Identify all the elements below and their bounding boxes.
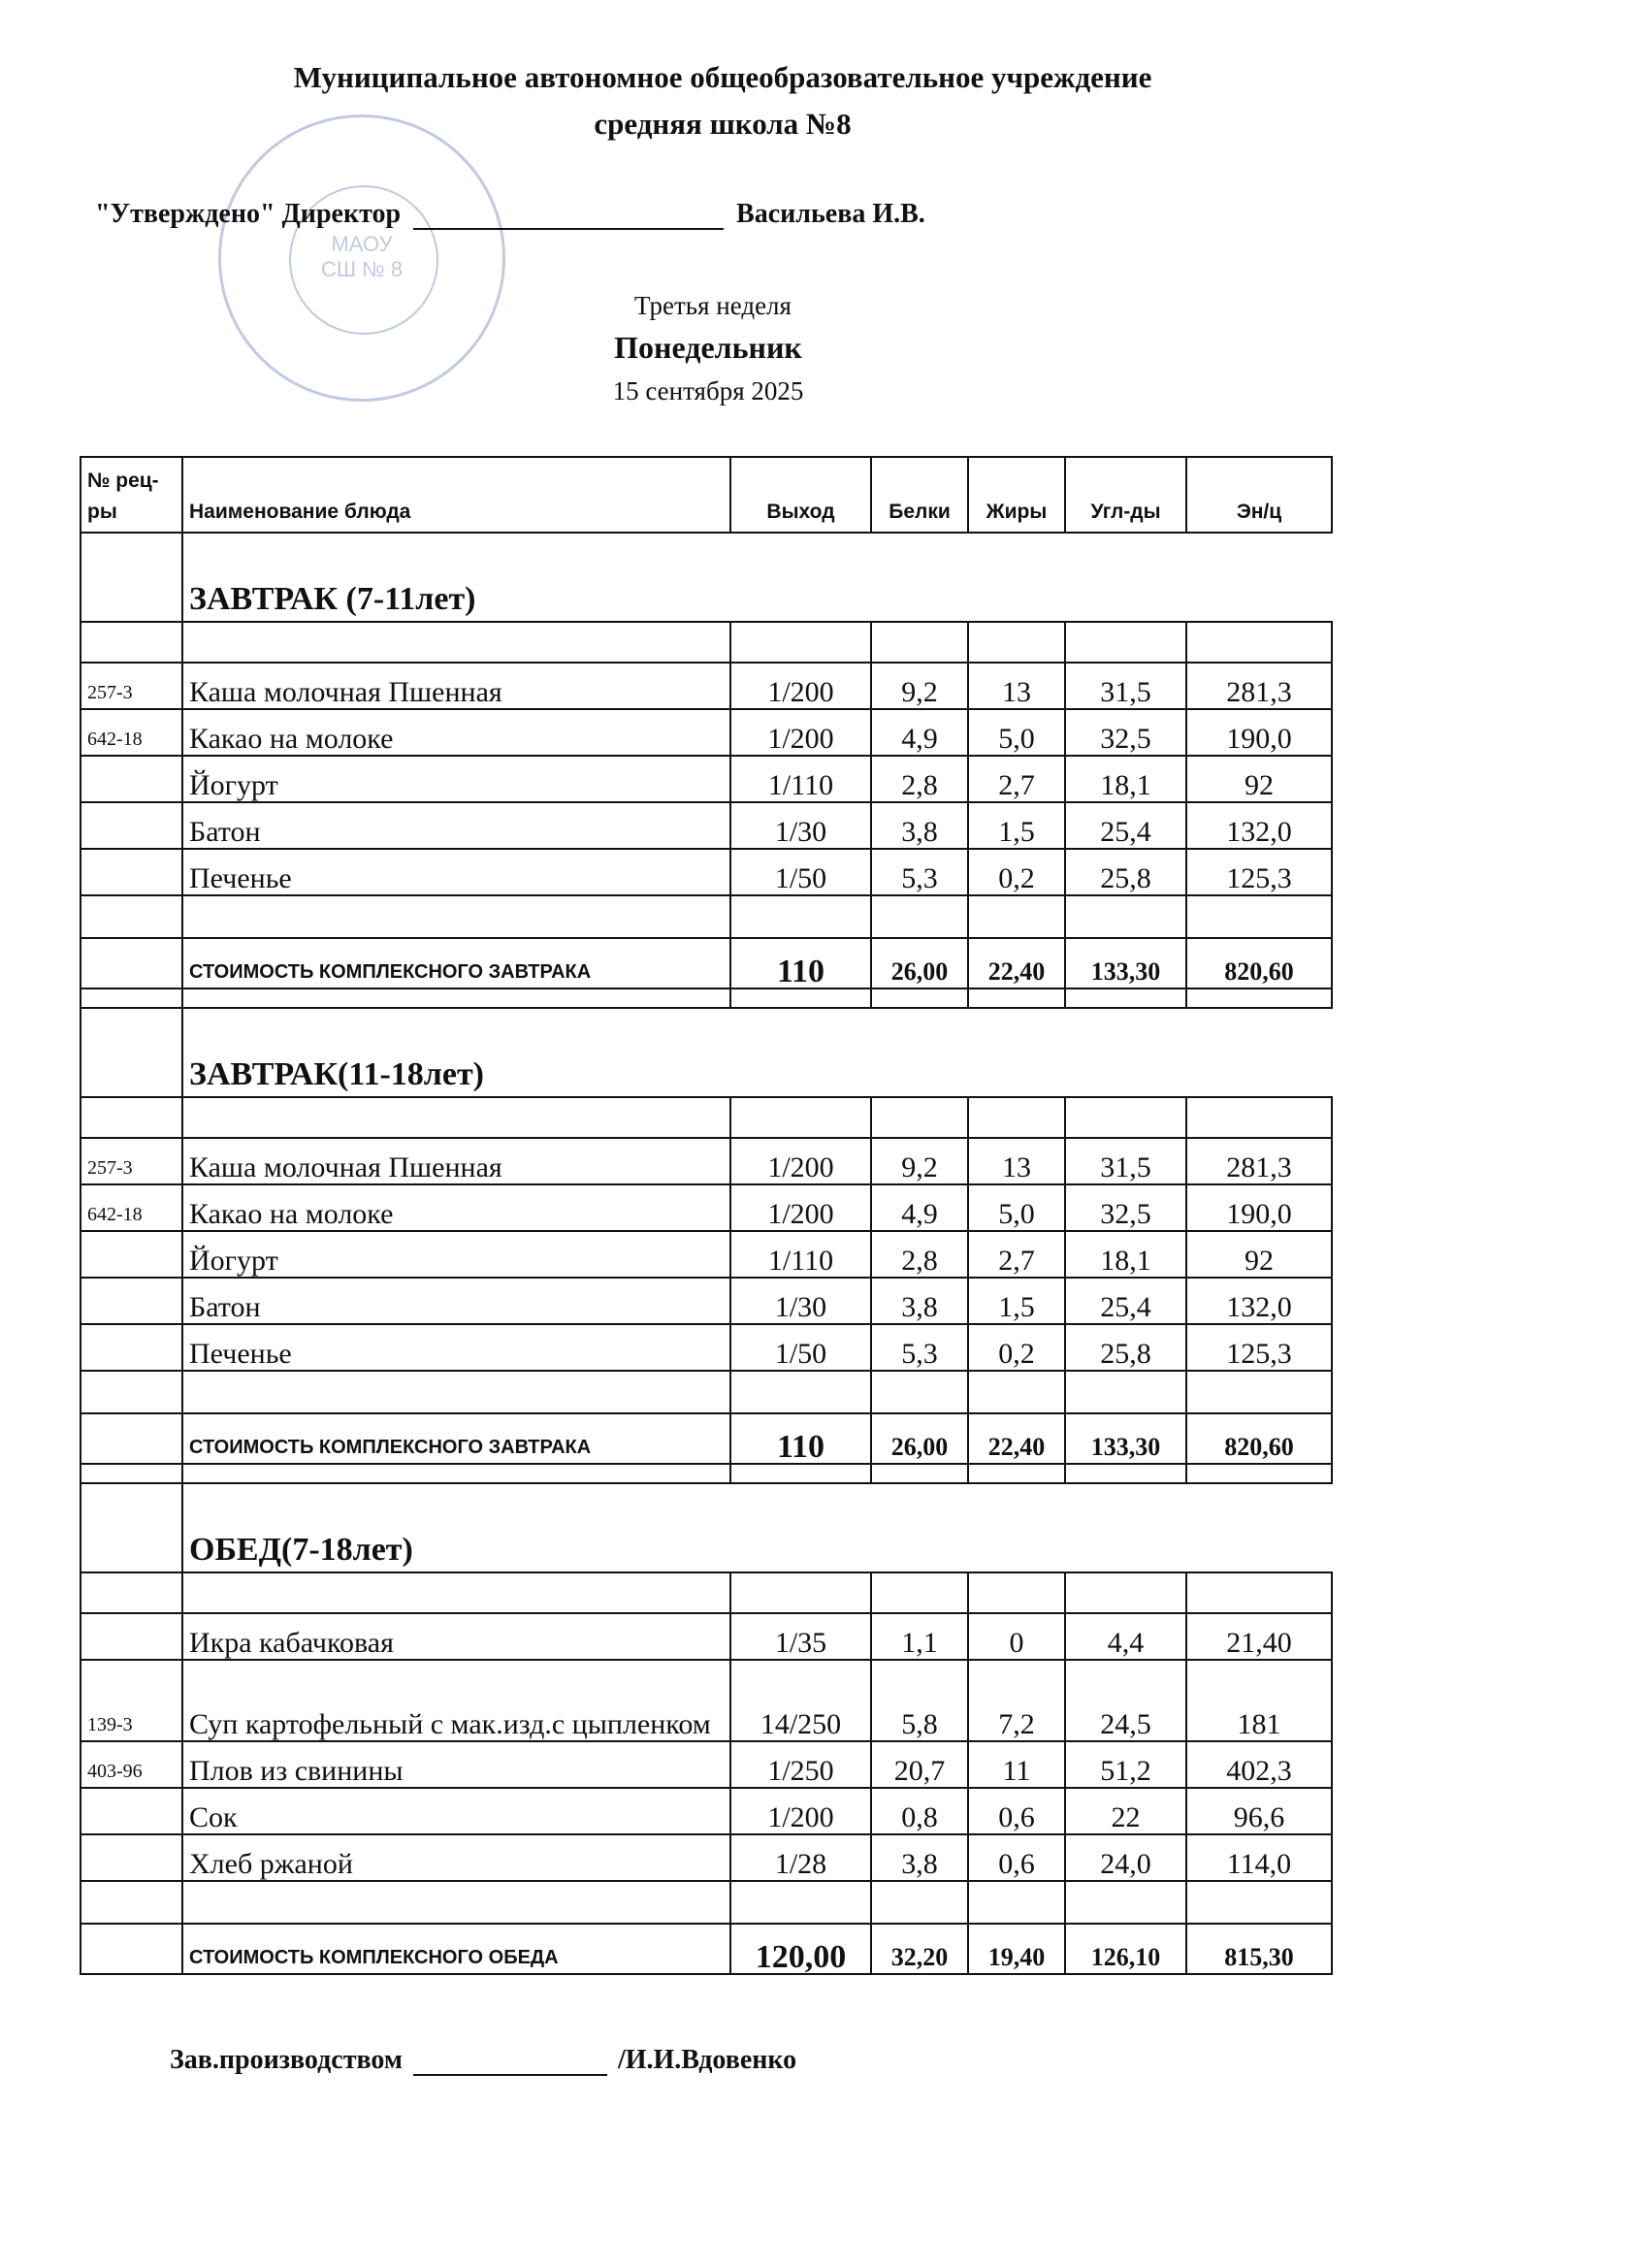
- table-row: [81, 1184, 1332, 1231]
- cell-protein: 5,8: [871, 1660, 968, 1741]
- total-protein: 32,20: [871, 1924, 968, 1974]
- date-label: 15 сентября 2025: [612, 376, 804, 405]
- recipe-code: 139-3: [81, 1660, 182, 1741]
- cell-output: 1/35: [730, 1613, 871, 1660]
- col-header-protein: Белки: [871, 457, 968, 533]
- cell-fat: 5,0: [968, 1184, 1065, 1231]
- director-signature: [413, 203, 724, 230]
- cell-carbs: 25,8: [1065, 849, 1186, 895]
- cell-fat: 1,5: [968, 802, 1065, 849]
- col-header-carbs: Угл-ды: [1065, 457, 1186, 533]
- table-row: [81, 709, 1332, 756]
- cell-output: 1/250: [730, 1741, 871, 1788]
- cell-output: 1/110: [730, 756, 871, 802]
- cell-protein: 0,8: [871, 1788, 968, 1834]
- table-row: [81, 802, 1332, 849]
- table-row: [81, 1834, 1332, 1881]
- cell-fat: 11: [968, 1741, 1065, 1788]
- stamp-text-1: МАОУ: [331, 232, 393, 256]
- cell-protein: 4,9: [871, 1184, 968, 1231]
- dish-name: Сок: [182, 1788, 730, 1834]
- table-row: [81, 1660, 1332, 1741]
- cell-output: 1/30: [730, 1278, 871, 1324]
- total-price: 110: [730, 938, 871, 988]
- col-header-fat: Жиры: [968, 457, 1065, 533]
- table-row: [81, 849, 1332, 895]
- table-header: [81, 457, 1332, 533]
- section-title: ОБЕД(7-18лет): [182, 1483, 1332, 1572]
- col-header-output: Выход: [730, 457, 871, 533]
- total-fat: 19,40: [968, 1924, 1065, 1974]
- recipe-code: [81, 849, 182, 895]
- manager-signature: [413, 2049, 607, 2076]
- cell-carbs: 32,5: [1065, 1184, 1186, 1231]
- col-header-code: № рец-ры: [81, 457, 182, 533]
- cell-energy: 96,6: [1186, 1788, 1332, 1834]
- approval-line: [95, 199, 925, 230]
- cell-fat: 0,2: [968, 849, 1065, 895]
- cell-output: 1/200: [730, 709, 871, 756]
- cell-energy: 281,3: [1186, 1138, 1332, 1184]
- total-price: 110: [730, 1413, 871, 1464]
- cell-carbs: 24,5: [1065, 1660, 1186, 1741]
- cell-energy: 114,0: [1186, 1834, 1332, 1881]
- dish-name: Батон: [182, 1278, 730, 1324]
- cell-carbs: 24,0: [1065, 1834, 1186, 1881]
- cell-output: 1/200: [730, 1788, 871, 1834]
- spacer-row: [81, 988, 1332, 1008]
- footer-label: Зав.производством: [170, 2045, 403, 2075]
- cell-carbs: 4,4: [1065, 1613, 1186, 1660]
- section-title-row: [81, 1483, 1332, 1572]
- dish-name: Печенье: [182, 1324, 730, 1371]
- cell-protein: 4,9: [871, 709, 968, 756]
- table-row: [81, 1138, 1332, 1184]
- spacer-row: [81, 1572, 1332, 1613]
- cell-protein: 3,8: [871, 802, 968, 849]
- cell-energy: 181: [1186, 1660, 1332, 1741]
- cell-energy: 402,3: [1186, 1741, 1332, 1788]
- dish-name: Каша молочная Пшенная: [182, 1138, 730, 1184]
- cell-protein: 2,8: [871, 1231, 968, 1278]
- cell-carbs: 25,4: [1065, 802, 1186, 849]
- recipe-code: 257-3: [81, 663, 182, 709]
- stamp-text-2: СШ № 8: [320, 257, 404, 281]
- table-row: [81, 756, 1332, 802]
- cell-carbs: 31,5: [1065, 663, 1186, 709]
- cell-energy: 92: [1186, 1231, 1332, 1278]
- dish-name: Плов из свинины: [182, 1741, 730, 1788]
- cell-protein: 20,7: [871, 1741, 968, 1788]
- cell-fat: 2,7: [968, 1231, 1065, 1278]
- recipe-code: 642-18: [81, 709, 182, 756]
- cell-fat: 0,6: [968, 1788, 1065, 1834]
- table-row: [81, 663, 1332, 709]
- cell-fat: 7,2: [968, 1660, 1065, 1741]
- cell-fat: 0,2: [968, 1324, 1065, 1371]
- director-name: Васильева И.В.: [736, 199, 925, 229]
- cell-fat: 0: [968, 1613, 1065, 1660]
- table-row: [81, 1324, 1332, 1371]
- dish-name: Йогурт: [182, 1231, 730, 1278]
- total-energy: 820,60: [1186, 1413, 1332, 1464]
- dish-name: Какао на молоке: [182, 709, 730, 756]
- cell-carbs: 18,1: [1065, 756, 1186, 802]
- total-energy: 820,60: [1186, 938, 1332, 988]
- cell-protein: 3,8: [871, 1834, 968, 1881]
- recipe-code: [81, 1324, 182, 1371]
- cell-fat: 0,6: [968, 1834, 1065, 1881]
- cell-output: 1/30: [730, 802, 871, 849]
- cell-carbs: 51,2: [1065, 1741, 1186, 1788]
- cell-protein: 5,3: [871, 1324, 968, 1371]
- cell-output: 1/200: [730, 1184, 871, 1231]
- cell-protein: 3,8: [871, 1278, 968, 1324]
- cell-output: 1/50: [730, 1324, 871, 1371]
- cell-output: 1/200: [730, 663, 871, 709]
- total-label: СТОИМОСТЬ КОМПЛЕКСНОГО ЗАВТРАКА: [182, 1413, 730, 1464]
- cell-output: 1/28: [730, 1834, 871, 1881]
- table-row: [81, 1741, 1332, 1788]
- cell-energy: 132,0: [1186, 1278, 1332, 1324]
- cell-energy: 281,3: [1186, 663, 1332, 709]
- footer-line: [170, 2045, 796, 2076]
- table-row: [81, 1278, 1332, 1324]
- cell-carbs: 31,5: [1065, 1138, 1186, 1184]
- total-carbs: 126,10: [1065, 1924, 1186, 1974]
- dish-name: Хлеб ржаной: [182, 1834, 730, 1881]
- cell-output: 1/50: [730, 849, 871, 895]
- section-title-row: [81, 533, 1332, 622]
- col-header-name: Наименование блюда: [182, 457, 730, 533]
- total-protein: 26,00: [871, 938, 968, 988]
- recipe-code: [81, 1613, 182, 1660]
- section-title: ЗАВТРАК(11-18лет): [182, 1008, 1332, 1097]
- total-fat: 22,40: [968, 938, 1065, 988]
- table-row: [81, 1613, 1332, 1660]
- week-label: Третья неделя: [634, 291, 792, 320]
- col-header-energy: Эн/ц: [1186, 457, 1332, 533]
- recipe-code: [81, 1278, 182, 1324]
- total-protein: 26,00: [871, 1413, 968, 1464]
- spacer-row: [81, 1097, 1332, 1138]
- menu-table: [80, 456, 1333, 1975]
- cell-protein: 2,8: [871, 756, 968, 802]
- total-fat: 22,40: [968, 1413, 1065, 1464]
- cell-fat: 13: [968, 1138, 1065, 1184]
- cell-protein: 9,2: [871, 663, 968, 709]
- section-title-row: [81, 1008, 1332, 1097]
- recipe-code: 257-3: [81, 1138, 182, 1184]
- table-row: [81, 1788, 1332, 1834]
- spacer-row: [81, 1881, 1332, 1924]
- org-subtitle: средняя школа №8: [594, 107, 852, 141]
- day-label: Понедельник: [614, 330, 802, 365]
- total-carbs: 133,30: [1065, 1413, 1186, 1464]
- total-row: [81, 1924, 1332, 1974]
- cell-fat: 2,7: [968, 756, 1065, 802]
- dish-name: Йогурт: [182, 756, 730, 802]
- recipe-code: [81, 1231, 182, 1278]
- cell-output: 1/200: [730, 1138, 871, 1184]
- cell-fat: 1,5: [968, 1278, 1065, 1324]
- dish-name: Какао на молоке: [182, 1184, 730, 1231]
- recipe-code: 642-18: [81, 1184, 182, 1231]
- total-energy: 815,30: [1186, 1924, 1332, 1974]
- cell-energy: 190,0: [1186, 709, 1332, 756]
- footer-name: /И.И.Вдовенко: [617, 2045, 797, 2075]
- cell-energy: 132,0: [1186, 802, 1332, 849]
- cell-energy: 125,3: [1186, 849, 1332, 895]
- cell-carbs: 25,4: [1065, 1278, 1186, 1324]
- total-row: [81, 1413, 1332, 1464]
- dish-name: Икра кабачковая: [182, 1613, 730, 1660]
- recipe-code: [81, 1834, 182, 1881]
- dish-name: Каша молочная Пшенная: [182, 663, 730, 709]
- dish-name: Батон: [182, 802, 730, 849]
- cell-carbs: 22: [1065, 1788, 1186, 1834]
- cell-energy: 21,40: [1186, 1613, 1332, 1660]
- table-row: [81, 1231, 1332, 1278]
- dish-name: Суп картофельный с мак.изд.с цыпленком: [182, 1660, 730, 1741]
- approved-label: "Утверждено" Директор: [95, 199, 402, 229]
- cell-fat: 5,0: [968, 709, 1065, 756]
- cell-fat: 13: [968, 663, 1065, 709]
- total-price: 120,00: [730, 1924, 871, 1974]
- total-row: [81, 938, 1332, 988]
- cell-protein: 5,3: [871, 849, 968, 895]
- org-title: Муниципальное автономное общеобразовательное учреждение: [293, 60, 1152, 94]
- spacer-row: [81, 1464, 1332, 1483]
- cell-protein: 1,1: [871, 1613, 968, 1660]
- cell-output: 14/250: [730, 1660, 871, 1741]
- cell-carbs: 32,5: [1065, 709, 1186, 756]
- recipe-code: 403-96: [81, 1741, 182, 1788]
- spacer-row: [81, 1371, 1332, 1413]
- recipe-code: [81, 756, 182, 802]
- spacer-row: [81, 622, 1332, 663]
- total-carbs: 133,30: [1065, 938, 1186, 988]
- spacer-row: [81, 895, 1332, 938]
- recipe-code: [81, 802, 182, 849]
- cell-carbs: 25,8: [1065, 1324, 1186, 1371]
- cell-energy: 190,0: [1186, 1184, 1332, 1231]
- cell-energy: 125,3: [1186, 1324, 1332, 1371]
- total-label: СТОИМОСТЬ КОМПЛЕКСНОГО ОБЕДА: [182, 1924, 730, 1974]
- cell-energy: 92: [1186, 756, 1332, 802]
- cell-output: 1/110: [730, 1231, 871, 1278]
- total-label: СТОИМОСТЬ КОМПЛЕКСНОГО ЗАВТРАКА: [182, 938, 730, 988]
- recipe-code: [81, 1788, 182, 1834]
- section-title: ЗАВТРАК (7-11лет): [182, 533, 1332, 622]
- cell-carbs: 18,1: [1065, 1231, 1186, 1278]
- cell-protein: 9,2: [871, 1138, 968, 1184]
- dish-name: Печенье: [182, 849, 730, 895]
